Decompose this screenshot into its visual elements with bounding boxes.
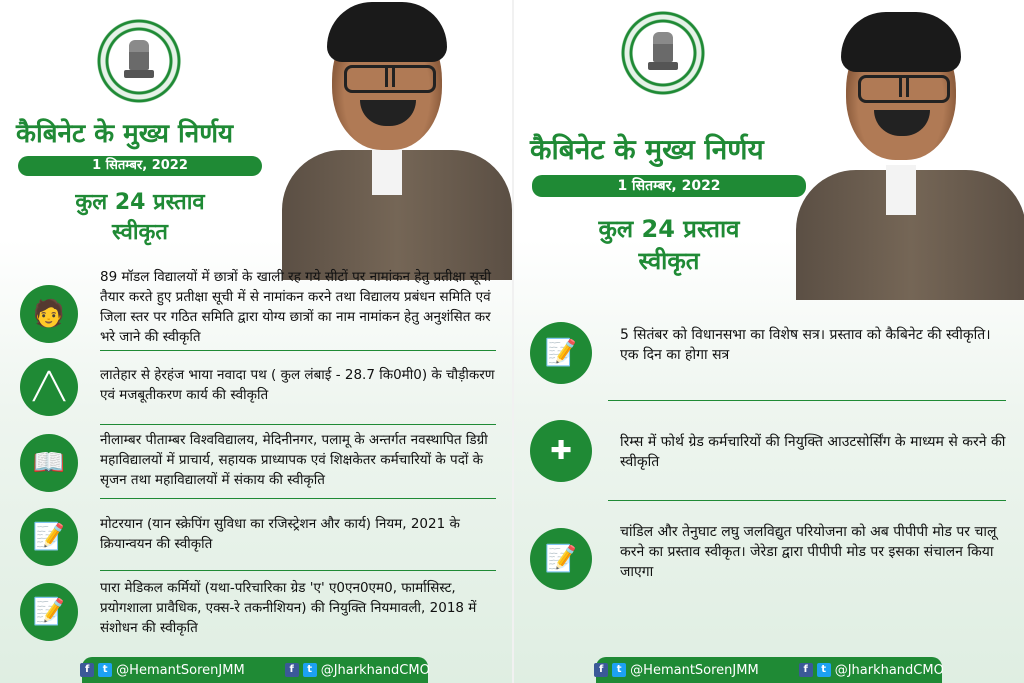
item-text: पारा मेडिकल कर्मियों (यथा-परिचारिका ग्रेड 'ए' ए0एन0एम0, फार्मासिस्ट, प्रयोगशाला प्रावैधिक, एक्स-रे तकनीशियन) की नियुक्ति नियमावली, 2018 में संशोधन की स्वीकृति	[100, 580, 477, 636]
social-footer	[596, 657, 942, 683]
chief-minister-portrait	[786, 0, 1024, 290]
total-proposals: कुल 24 प्रस्ताव	[75, 190, 205, 215]
book-icon: 📖	[20, 434, 78, 492]
twitter-icon: t	[98, 663, 112, 677]
item-text: रिम्स में फोर्थ ग्रेड कर्मचारियों की नियुक्ति आउटसोर्सिंग के माध्यम से करने की स्वीकृति	[620, 434, 1006, 470]
divider	[100, 498, 496, 499]
social-handle-cmo[interactable]: f t @JharkhandCMO	[799, 663, 944, 678]
govt-emblem-icon	[96, 18, 182, 104]
date-banner: 1 सितम्बर, 2022	[18, 156, 262, 176]
medical-care-icon: ✚	[530, 420, 592, 482]
document-edit-icon: 📝	[530, 322, 592, 384]
document-edit-icon: 📝	[20, 508, 78, 566]
divider	[100, 350, 496, 351]
item-text: नीलाम्बर पीताम्बर विश्वविद्यालय, मेदिनीनगर, पलामू के अन्तर्गत नवस्थापित डिग्री महाविद्यालयों में प्राचार्य, सहायक प्राध्यापक एवं शिक्षकेतर कर्मचारियों के पदों के सृजन तथा महाविद्यालयों में संकाय की स्वीकृति	[100, 432, 488, 488]
twitter-icon: t	[612, 663, 626, 677]
social-footer	[82, 657, 428, 683]
total-proposals: कुल 24 प्रस्ताव	[598, 215, 740, 243]
document-edit-icon: 📝	[530, 528, 592, 590]
approved-label: स्वीकृत	[112, 220, 168, 245]
approved-label: स्वीकृत	[638, 247, 700, 275]
divider	[608, 400, 1006, 401]
social-handle-jmm[interactable]: f t @HemantSorenJMM	[594, 663, 759, 678]
facebook-icon: f	[594, 663, 608, 677]
road-icon: ╱╲	[20, 358, 78, 416]
social-handle-jmm[interactable]: f t @HemantSorenJMM	[80, 663, 245, 678]
divider	[608, 500, 1006, 501]
item-text: चांडिल और तेनुघाट लघु जलविद्युत परियोजना को अब पीपीपी मोड पर चालू करने का प्रस्ताव स्वीकृत। जेरेडा द्वारा पीपीपी मोड पर इसका संचालन किया जाएगा	[620, 524, 997, 580]
twitter-icon: t	[303, 663, 317, 677]
date-banner: 1 सितम्बर, 2022	[532, 175, 806, 197]
teacher-icon: 🧑	[20, 285, 78, 343]
facebook-icon: f	[799, 663, 813, 677]
facebook-icon: f	[285, 663, 299, 677]
document-edit-icon: 📝	[20, 583, 78, 641]
item-text: 5 सितंबर को विधानसभा का विशेष सत्र। प्रस्ताव को कैबिनेट की स्वीकृति। एक दिन का होगा सत्र	[620, 327, 991, 363]
item-text: 89 मॉडल विद्यालयों में छात्रों के खाली रह गये सीटों पर नामांकन हेतु प्रतीक्षा सूची तैयार करते हुए प्रतीक्षा सूची में से नामांकन करने तथा विद्यालय प्रबंधन समिति एवं जिला स्तर पर गठित समिति द्वारा योग्य छात्रों का नाम नामांकन हेतु अनुशंसित कर भरे जाने की स्वीकृति	[100, 269, 491, 345]
item-text: लातेहार से हेरहंज भाया नवादा पथ ( कुल लंबाई - 28.7 कि0मी0) के चौड़ीकरण एवं मजबूतीकरण कार्य की स्वीकृति	[100, 367, 495, 403]
divider	[100, 424, 496, 425]
govt-emblem-icon	[620, 10, 706, 96]
page-title: कैबिनेट के मुख्य निर्णय	[530, 133, 764, 166]
page-title: कैबिनेट के मुख्य निर्णय	[16, 119, 234, 149]
chief-minister-portrait	[272, 0, 512, 270]
social-handle-cmo[interactable]: f t @JharkhandCMO	[285, 663, 430, 678]
right-panel	[512, 0, 1024, 683]
item-text: मोटरयान (यान स्क्रेपिंग सुविधा का रजिस्ट्रेशन और कार्य) नियम, 2021 के क्रियान्वयन की स्वीकृति	[100, 516, 460, 552]
twitter-icon: t	[817, 663, 831, 677]
facebook-icon: f	[80, 663, 94, 677]
divider	[100, 570, 496, 571]
